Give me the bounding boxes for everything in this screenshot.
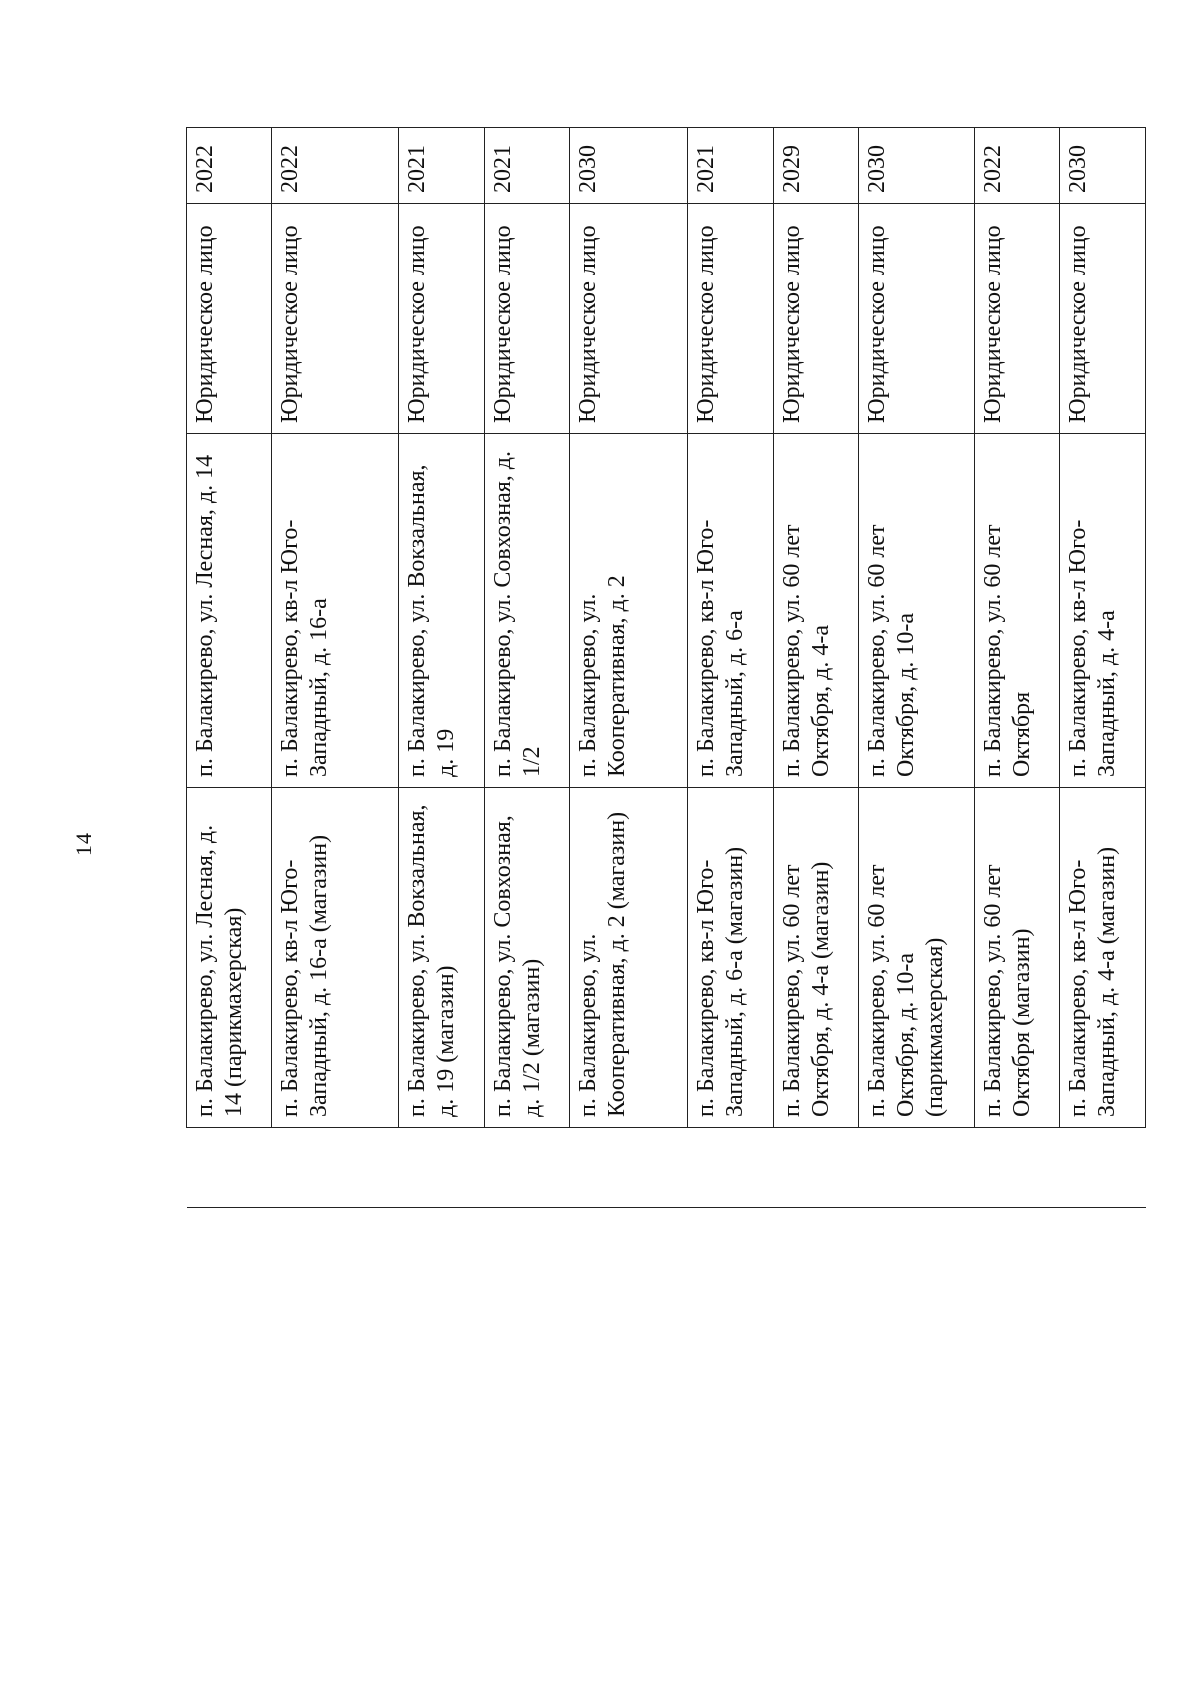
address-cell-text: п. Балакирево, ул. Лесная, д. 14 xyxy=(192,454,218,777)
address-cell xyxy=(272,434,399,788)
object-cell-text: п. Балакирево, ул. Вокзальная, д. 19 (магазин) xyxy=(404,804,460,1117)
table-row xyxy=(773,128,858,1208)
address-cell xyxy=(187,434,272,788)
object-cell-text: п. Балакирево, ул. Кооперативная, д. 2 (магазин) xyxy=(575,811,631,1117)
year-cell xyxy=(773,128,858,204)
object-cell-text: п. Балакирево, кв-л Юго-Западный, д. 4-а (магазин) xyxy=(1065,846,1121,1117)
year-cell-text: 2021 xyxy=(404,145,431,193)
address-cell xyxy=(773,434,858,788)
table-row xyxy=(187,128,272,1208)
owner-type-cell-text: Юридическое лицо xyxy=(980,225,1007,423)
address-cell-text: п. Балакирево, ул. 60 лет Октября, д. 10-а xyxy=(864,524,920,777)
owner-type-cell-text: Юридическое лицо xyxy=(277,225,304,423)
owner-type-cell xyxy=(187,204,272,434)
year-cell-text: 2021 xyxy=(693,145,720,193)
owner-type-cell-text: Юридическое лицо xyxy=(1065,225,1092,423)
owner-type-cell-text: Юридическое лицо xyxy=(864,225,891,423)
owner-type-cell xyxy=(975,204,1060,434)
year-cell-text: 2030 xyxy=(1065,145,1092,193)
owner-type-cell xyxy=(272,204,399,434)
object-cell-text: п. Балакирево, кв-л Юго-Западный, д. 16-а (магазин) xyxy=(277,834,333,1117)
owner-type-cell-text: Юридическое лицо xyxy=(778,225,805,423)
year-cell-text: 2022 xyxy=(980,145,1007,193)
address-cell-text: п. Балакирево, ул. 60 лет Октября, д. 4-а xyxy=(778,524,834,777)
address-cell-text: п. Балакирево, ул. Совхозная, д. 1/2 xyxy=(489,450,545,777)
blank-cell xyxy=(272,1128,399,1208)
owner-type-cell-text: Юридическое лицо xyxy=(575,225,602,423)
year-cell xyxy=(688,128,773,204)
object-cell-text: п. Балакирево, ул. 60 лет Октября, д. 10-а (парикмахерская) xyxy=(864,864,949,1117)
owner-type-cell xyxy=(773,204,858,434)
year-cell-text: 2029 xyxy=(778,145,805,193)
blank-cell xyxy=(859,1128,975,1208)
table-row xyxy=(484,128,569,1208)
address-cell-text: п. Балакирево, кв-л Юго-Западный, д. 16-а xyxy=(277,519,333,777)
address-cell xyxy=(484,434,569,788)
address-cell xyxy=(399,434,484,788)
year-cell-text: 2022 xyxy=(192,145,218,193)
address-cell-text: п. Балакирево, ул. Вокзальная, д. 19 xyxy=(404,464,460,777)
object-cell-text: п. Балакирево, ул. 60 лет Октября, д. 4-а (магазин) xyxy=(778,861,834,1117)
table-row xyxy=(975,128,1060,1208)
blank-cell xyxy=(570,1128,688,1208)
object-cell xyxy=(272,788,399,1128)
owner-type-cell-text: Юридическое лицо xyxy=(404,225,431,423)
object-cell-text: п. Балакирево, ул. Совхозная, д. 1/2 (магазин) xyxy=(489,815,545,1117)
address-cell xyxy=(1060,434,1146,788)
blank-cell xyxy=(773,1128,858,1208)
year-cell-text: 2021 xyxy=(489,145,516,193)
blank-cell xyxy=(484,1128,569,1208)
object-cell xyxy=(859,788,975,1128)
year-cell xyxy=(859,128,975,204)
blank-cell xyxy=(688,1128,773,1208)
year-cell xyxy=(570,128,688,204)
address-cell xyxy=(859,434,975,788)
owner-type-cell xyxy=(859,204,975,434)
address-cell-text: п. Балакирево, ул. 60 лет Октября xyxy=(980,524,1036,777)
blank-cell xyxy=(1060,1128,1146,1208)
table-row xyxy=(688,128,773,1208)
registry-table-body xyxy=(187,128,1146,1208)
year-cell xyxy=(399,128,484,204)
address-cell-text: п. Балакирево, ул. Кооперативная, д. 2 xyxy=(575,575,631,777)
blank-cell xyxy=(975,1128,1060,1208)
object-cell-text: п. Балакирево, ул. Лесная, д. 14 (парикмахерская) xyxy=(192,824,247,1117)
year-cell xyxy=(1060,128,1146,204)
table-row xyxy=(272,128,399,1208)
address-cell-text: п. Балакирево, кв-л Юго-Западный, д. 4-а xyxy=(1065,519,1121,777)
object-cell xyxy=(1060,788,1146,1128)
table-row xyxy=(570,128,688,1208)
blank-cell xyxy=(399,1128,484,1208)
year-cell xyxy=(272,128,399,204)
year-cell xyxy=(187,128,272,204)
table-row xyxy=(1060,128,1146,1208)
owner-type-cell-text: Юридическое лицо xyxy=(192,225,218,423)
owner-type-cell xyxy=(399,204,484,434)
registry-table-container xyxy=(186,128,1146,1208)
owner-type-cell-text: Юридическое лицо xyxy=(693,225,720,423)
year-cell-text: 2022 xyxy=(277,145,304,193)
owner-type-cell xyxy=(484,204,569,434)
year-cell xyxy=(975,128,1060,204)
owner-type-cell xyxy=(570,204,688,434)
year-cell-text: 2030 xyxy=(864,145,891,193)
object-cell xyxy=(975,788,1060,1128)
object-cell xyxy=(187,788,272,1128)
registry-table xyxy=(186,127,1146,1208)
owner-type-cell xyxy=(688,204,773,434)
blank-cell xyxy=(187,1128,272,1208)
object-cell xyxy=(570,788,688,1128)
object-cell xyxy=(399,788,484,1128)
year-cell xyxy=(484,128,569,204)
object-cell xyxy=(688,788,773,1128)
table-row xyxy=(859,128,975,1208)
table-row xyxy=(399,128,484,1208)
address-cell xyxy=(688,434,773,788)
address-cell xyxy=(570,434,688,788)
page-number-text: 14 xyxy=(71,832,96,856)
owner-type-cell-text: Юридическое лицо xyxy=(489,225,516,423)
object-cell-text: п. Балакирево, кв-л Юго-Западный, д. 6-а (магазин) xyxy=(693,846,749,1117)
object-cell-text: п. Балакирево, ул. 60 лет Октября (магазин) xyxy=(980,864,1036,1117)
year-cell-text: 2030 xyxy=(575,145,602,193)
page-number xyxy=(72,826,96,862)
object-cell xyxy=(773,788,858,1128)
address-cell xyxy=(975,434,1060,788)
address-cell-text: п. Балакирево, кв-л Юго-Западный, д. 6-а xyxy=(693,519,749,777)
owner-type-cell xyxy=(1060,204,1146,434)
object-cell xyxy=(484,788,569,1128)
